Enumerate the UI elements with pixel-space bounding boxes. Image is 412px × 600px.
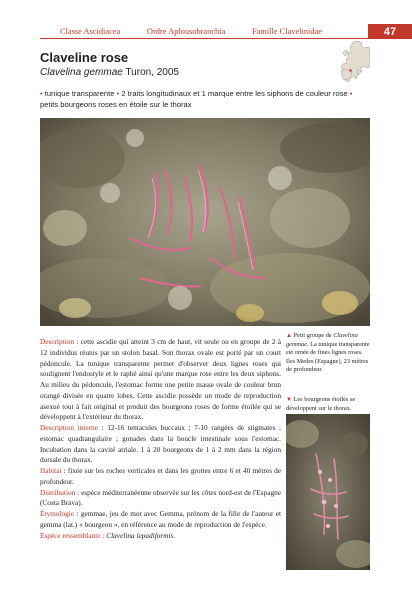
caption-bottom (286, 396, 370, 413)
page-number: 47 (368, 24, 412, 39)
bullet-icon: • (116, 89, 120, 98)
caption-bottom-text: Les bourgeons étoilés se développent sur le thorax. (286, 396, 356, 412)
class-label: Classe Ascidiacea (60, 27, 121, 36)
bullet-icon: • (349, 89, 353, 98)
desc-label: Description (40, 337, 75, 346)
species-scientific-line (40, 67, 179, 78)
etymology-body: : gemmae, jeu de mot avec Gemma, prénom de la fille de l'auteur et gemma (lat.) « bourgeon », en référence au mode de reproduction de l'espèce. (40, 509, 281, 529)
similar-paragraph (40, 531, 281, 542)
caption-top-a: Petit groupe de (291, 332, 334, 339)
distribution-body: : espèce méditerranéenne observée sur les côtes nord-est de l'Espagne (Costa Brava). (40, 487, 281, 508)
internal-body: : 12-16 tentacules buccaux ; 7-10 rangées de stigmates ; estomac quadrangulaire ; gonades dans la boucle intestinale sous l'estomac. Incubation dans la cavité atriale. 1 à 20 bourgeons de 1 à 2 mm dans la région dorsale du thorax. (40, 423, 281, 465)
triangle-down-icon: ▼ (286, 397, 292, 403)
running-header (0, 24, 412, 39)
etymology-paragraph (40, 509, 281, 531)
similar-sep: : (100, 530, 107, 540)
trait-3: petits bourgeons roses en étoile sur le thorax (40, 100, 192, 110)
caption-top (286, 332, 370, 375)
main-photo (40, 118, 370, 326)
caption-top-species: Clavelina gemmae (286, 332, 358, 348)
similar-label: Espèce ressemblante (40, 530, 101, 540)
trait-1: tunique transparente (44, 89, 115, 98)
desc-body: : cette ascidie qui atteint 3 cm de haut, vit seule ou en groupe de 2 à 12 individus réunis par un stolon basal. Son thorax ovale est porté par un court pédoncule. La tunique transparente permet d'observer deux lignes roses qui soulignent l'endostyle et le raphé ainsi qu'une marque rose entre les deux siphons. Au milieu du pédoncule, l'estomac forme une petite masse ovale de couleur brun orangé divisée en quatre lobes. Cette ascidie possède un mode de reproduction asexué tout à fait original et produit des bourgeons roses de forme étoilée qui se développent à l'extérieur du thorax. (40, 337, 281, 422)
header-band (0, 24, 368, 39)
trait-2: 2 traits longitudinaux et 1 marque entre les siphons de couleur rose (121, 89, 348, 98)
internal-paragraph (40, 423, 281, 466)
order-label: Ordre Aplousobranchia (146, 27, 226, 36)
species-common-name: Claveline rose (40, 50, 129, 65)
europe-distribution-map-icon (340, 41, 370, 83)
secondary-photo (286, 414, 370, 570)
family-label: Famille Clavelinidae (251, 27, 322, 36)
header-rule (40, 38, 368, 39)
species-authority: Turon, 2005 (125, 67, 179, 78)
description-text (40, 337, 281, 541)
bullet-icon: • (40, 89, 43, 98)
triangle-up-icon: ▲ (286, 333, 292, 339)
internal-label: Description interne (40, 423, 98, 432)
distribution-paragraph (40, 488, 281, 510)
habitat-body: : fixée sur les roches verticales et dans les grottes entre 6 et 40 mètres de profondeur. (40, 466, 281, 486)
species-scientific-name: Clavelina gemmae (40, 67, 123, 78)
etymology-label: Étymologie (40, 509, 75, 518)
similar-end: . (173, 530, 176, 540)
habitat-paragraph (40, 466, 281, 488)
habitat-label: Habitat (40, 466, 62, 475)
diagnostic-traits (40, 88, 370, 111)
desc-paragraph (40, 337, 281, 423)
distribution-label: Distribution (40, 487, 76, 497)
similar-species-name: Clavelina lepadiformis (106, 530, 174, 540)
caption-top-b: . La tunique transparente est ornée de fines lignes roses. Iles Medes (Espagne), 23 mètres de profondeur. (286, 340, 370, 374)
